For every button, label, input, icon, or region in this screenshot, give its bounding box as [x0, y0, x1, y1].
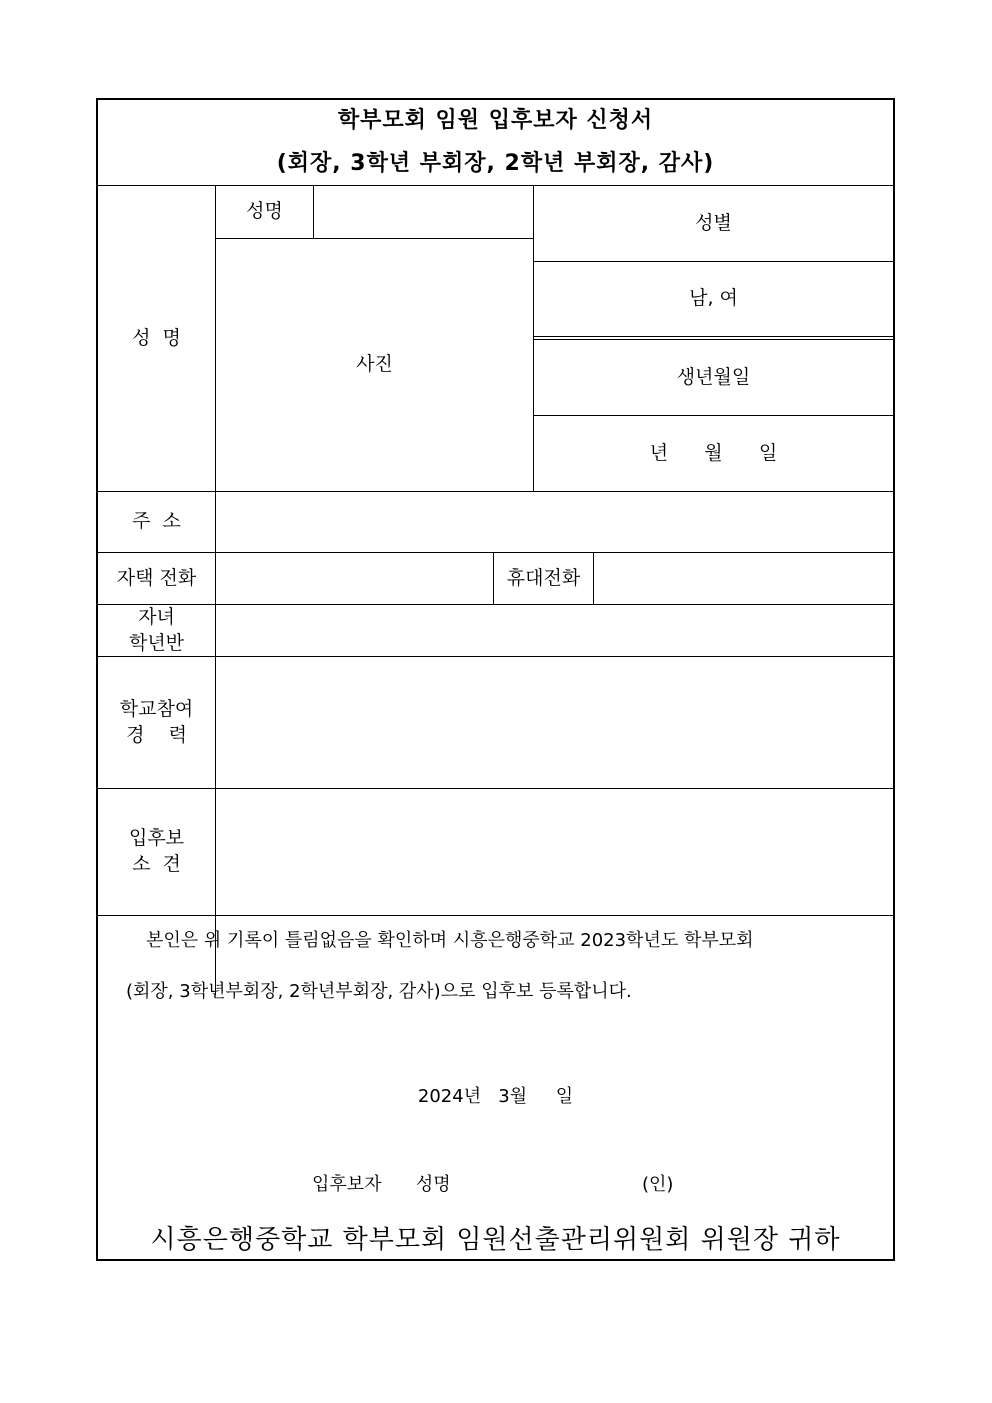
school-participation-label-line1: 학교참여: [119, 697, 194, 720]
child-grade-label-line2: 학년반: [128, 631, 185, 654]
photo-box[interactable]: 사진: [356, 353, 393, 376]
address-label: 주 소: [132, 510, 181, 533]
school-participation-field[interactable]: [216, 657, 893, 788]
name-section-label: 성 명: [132, 326, 181, 349]
declaration-line2: (회장, 3학년부회장, 2학년부회장, 감사)으로 입후보 등록합니다.: [126, 981, 632, 1002]
divider: [533, 336, 893, 337]
form-title: 학부모회 임원 입후보자 신청서: [337, 108, 654, 134]
addressee: 시흥은행중학교 학부모회 임원선출관리위원회 위원장 귀하: [150, 1225, 841, 1255]
birthdate-field[interactable]: 년 월 일: [649, 441, 778, 464]
home-phone-label: 자택 전화: [116, 566, 197, 589]
school-participation-label-line2: 경 력: [126, 723, 187, 746]
declaration-line1: 본인은 위 기록이 틀림없음을 확인하며 시흥은행중학교 2023학년도 학부모회: [146, 930, 754, 951]
mobile-phone-label: 휴대전화: [506, 566, 581, 589]
candidacy-statement-field[interactable]: [216, 789, 893, 915]
form-subtitle: (회장, 3학년 부회장, 2학년 부회장, 감사): [276, 151, 715, 177]
signer-label: 입후보자 성명: [312, 1174, 451, 1195]
child-grade-field[interactable]: [216, 605, 893, 656]
gender-label: 성별: [695, 211, 732, 234]
gender-options[interactable]: 남, 여: [689, 287, 738, 310]
candidacy-statement-label: [98, 789, 215, 915]
mobile-phone-field[interactable]: [594, 553, 893, 604]
seal-mark[interactable]: (인): [642, 1174, 674, 1195]
application-form: [96, 98, 895, 1261]
home-phone-field[interactable]: [216, 553, 493, 604]
name-field[interactable]: [314, 186, 532, 238]
school-participation-label: [98, 657, 215, 788]
candidacy-statement-label-line2: 소 견: [132, 853, 181, 875]
application-date: 2024년 3월 일: [417, 1086, 574, 1107]
divider: [98, 915, 893, 916]
address-field[interactable]: [216, 492, 893, 552]
birthdate-label: 생년월일: [676, 365, 751, 388]
candidacy-statement-label-line1: 입후보: [128, 827, 185, 850]
name-label: 성명: [246, 200, 283, 223]
child-grade-label: [98, 605, 215, 656]
child-grade-label-line1: 자녀: [138, 605, 175, 628]
